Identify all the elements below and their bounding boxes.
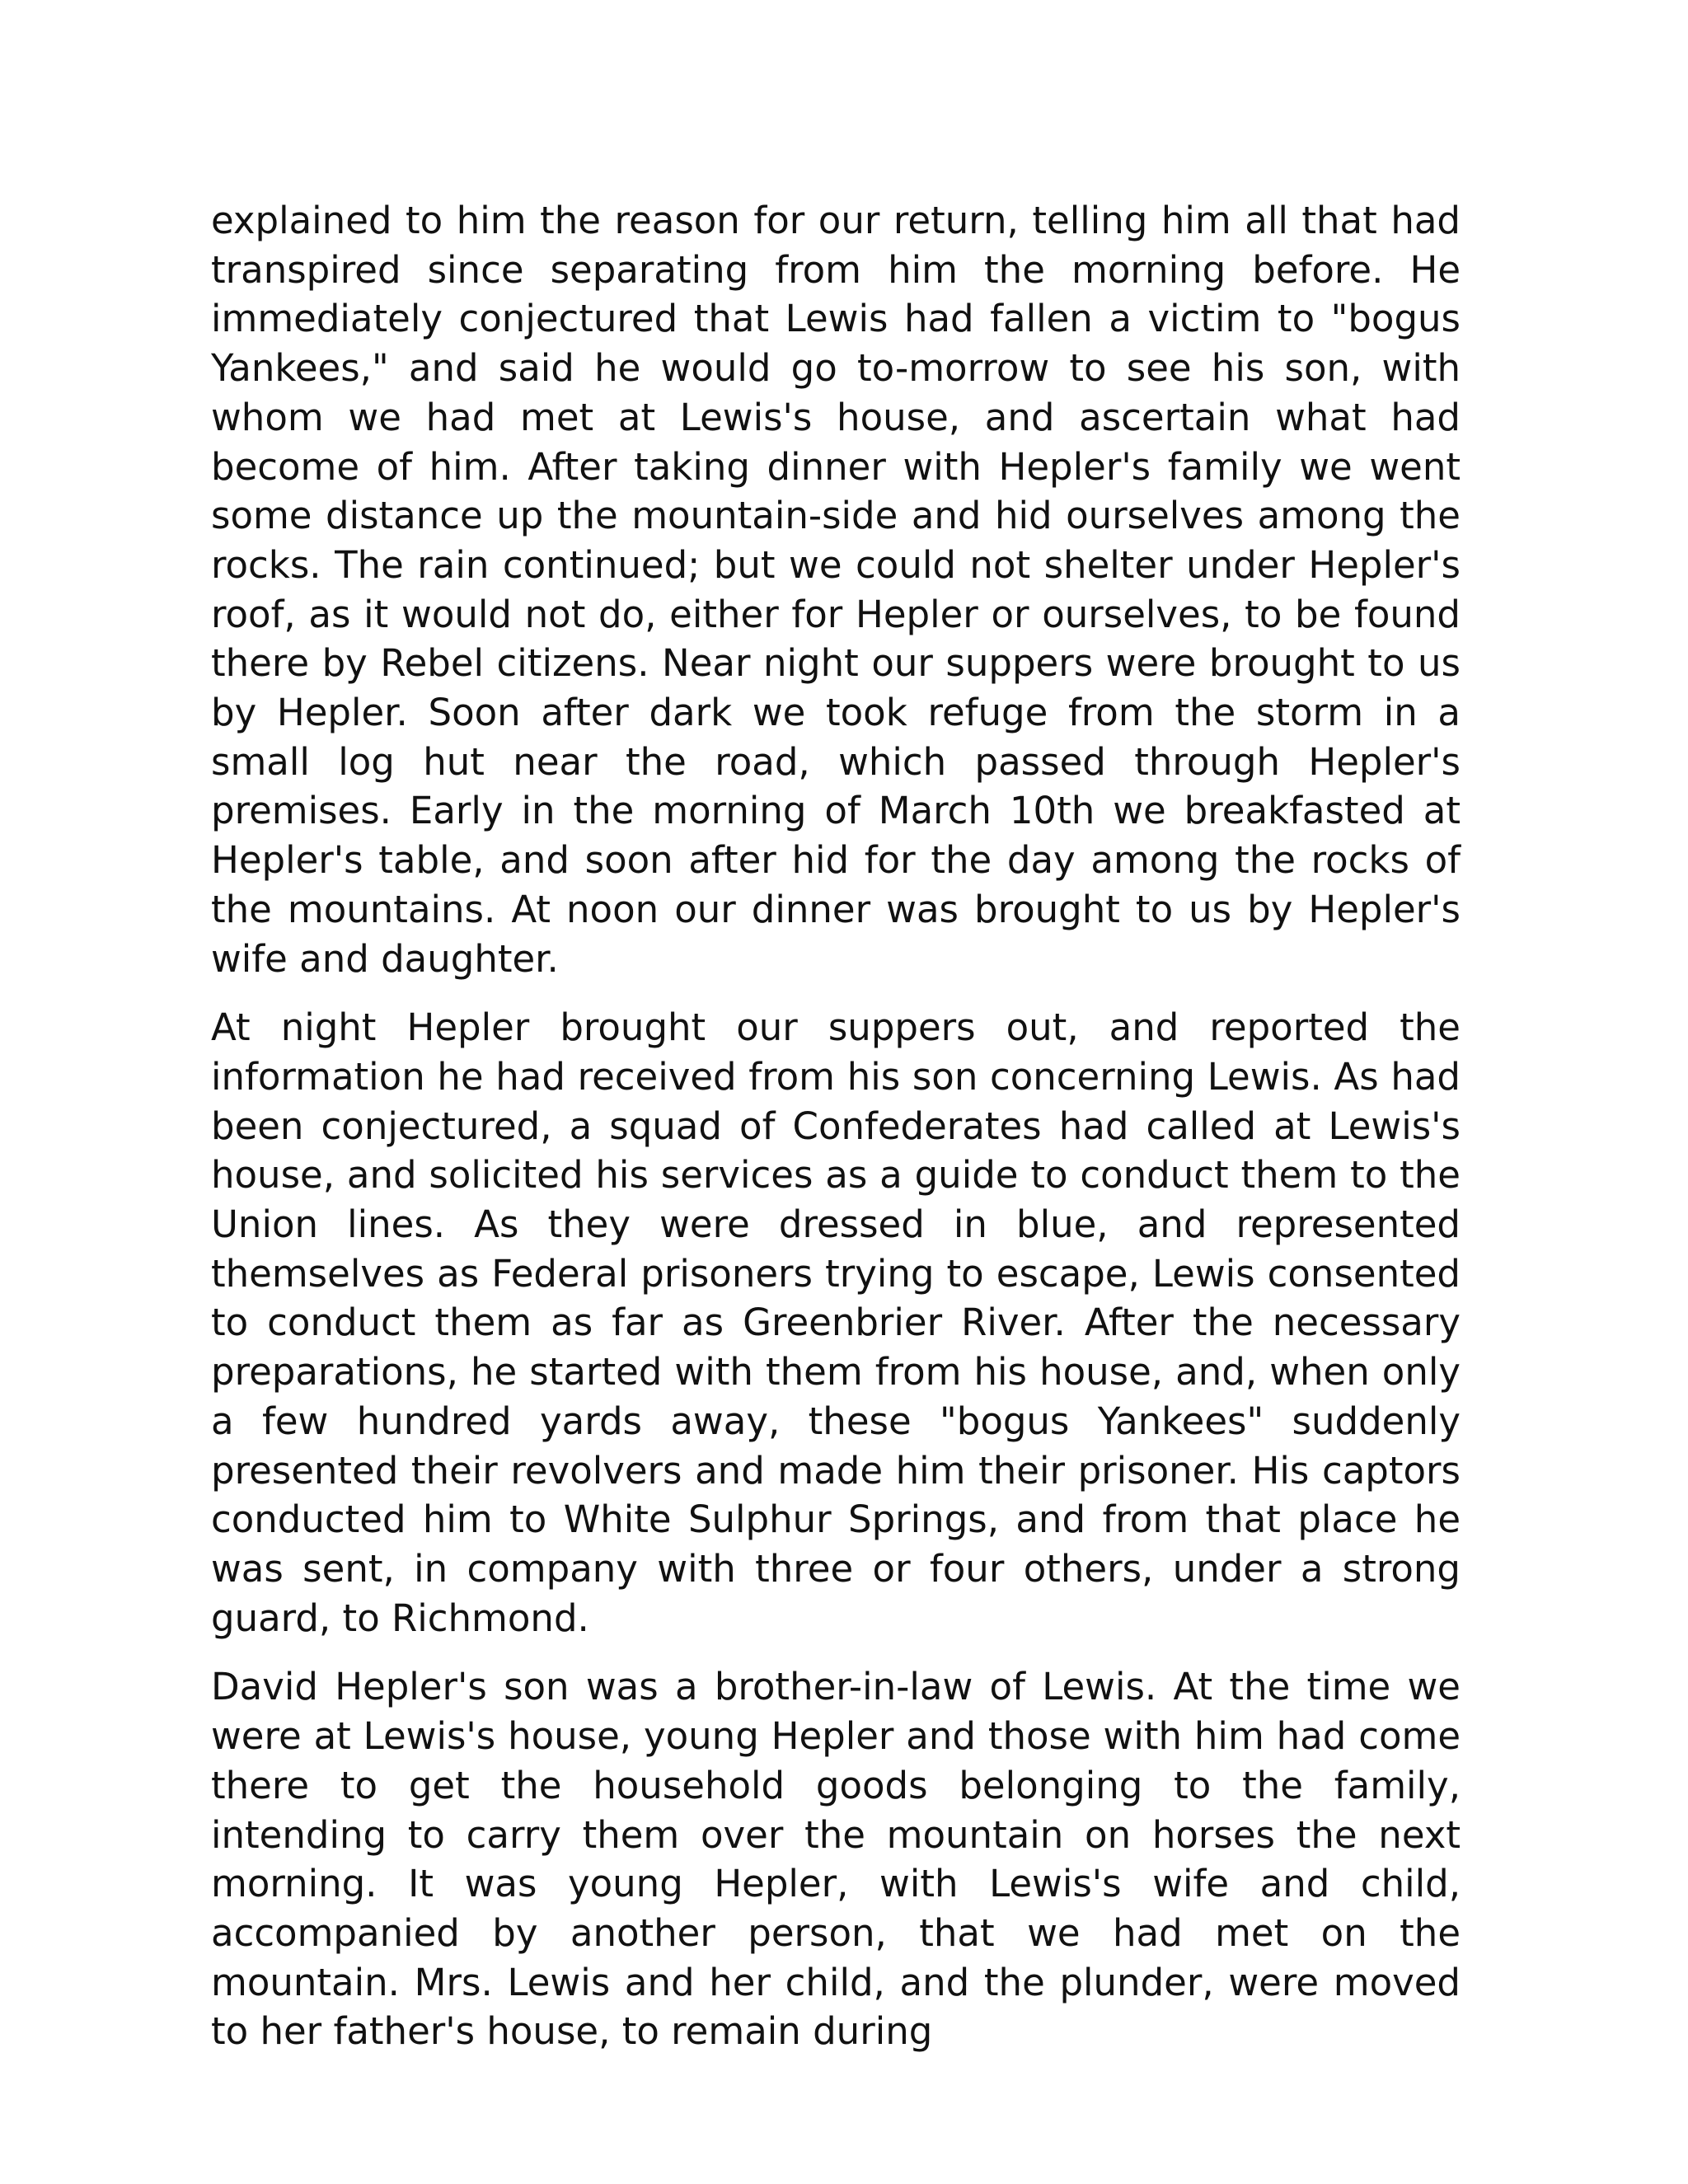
paragraph-3: David Hepler's son was a brother-in-law of Lewis. At the time we were at Lewis's house, young Hepler and those with him had come there to get the household goods belonging to the family, intending to carry them over the mountain on horses the next morning. It was young Hepler, with Lewis's wife and child, accompanied by another person, that we had met on the mountain. Mrs. Lewis and her child, and the plunder, were moved to her father's house, to remain during	[211, 1665, 1461, 2054]
text-column	[211, 196, 1461, 2076]
paragraph-1: explained to him the reason for our return, telling him all that had transpired since separating from him the morning before. He immediately conjectured that Lewis had fallen a victim to "bogus Yankees," and said he would go to-morrow to see his son, with whom we had met at Lewis's house, and ascertain what had become of him. After taking dinner with Hepler's family we went some distance up the mountain-side and hid ourselves among the rocks. The rain continued; but we could not shelter under Hepler's roof, as it would not do, either for Hepler or ourselves, to be found there by Rebel citizens. Near night our suppers were brought to us by Hepler. Soon after dark we took refuge from the storm in a small log hut near the road, which passed through Hepler's premises. Early in the morning of March 10th we breakfasted at Hepler's table, and soon after hid for the day among the rocks of the mountains. At noon our dinner was brought to us by Hepler's wife and daughter.	[211, 199, 1461, 981]
paragraph-2: At night Hepler brought our suppers out, and reported the information he had received from his son concerning Lewis. As had been conjectured, a squad of Confederates had called at Lewis's house, and solicited his services as a guide to conduct them to the Union lines. As they were dressed in blue, and represented themselves as Federal prisoners trying to escape, Lewis consented to conduct them as far as Greenbrier River. After the necessary preparations, he started with them from his house, and, when only a few hundred yards away, these "bogus Yankees" suddenly presented their revolvers and made him their prisoner. His captors conducted him to White Sulphur Springs, and from that place he was sent, in company with three or four others, under a strong guard, to Richmond.	[211, 1005, 1461, 1640]
